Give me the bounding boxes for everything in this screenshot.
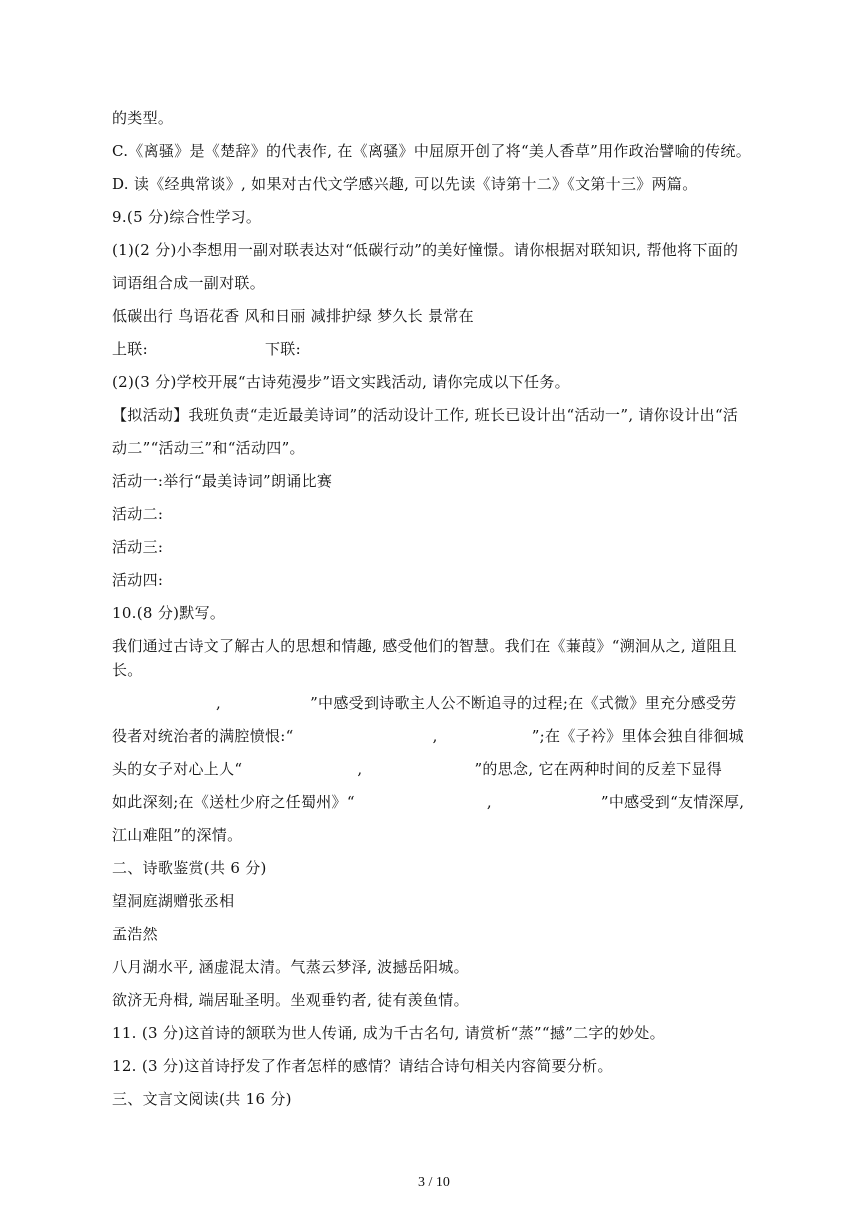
question-10-text: 我们通过古诗文了解古人的思想和情趣, 感受他们的智慧。我们在《蒹葭》“溯洄从之, 道阻且 [112, 637, 737, 655]
question-9-2: (2)(3 分)学校开展“古诗苑漫步”语文实践活动, 请你完成以下任务。 [112, 373, 570, 391]
fill-blank-line: 如此深刻;在《送杜少府之任蜀州》“ , ”中感受到“友情深厚, [112, 793, 745, 811]
text-line: 动二”“活动三”和“活动四”。 [112, 439, 305, 457]
option-c: C.《离骚》是《楚辞》的代表作, 在《离骚》中屈原开创了将“美人香草”用作政治譬喻的传统。 [112, 142, 752, 160]
upper-couplet-label: 上联: [112, 340, 148, 358]
page-number: 3 / 10 [418, 1175, 450, 1190]
option-d: D. 读《经典常谈》, 如果对古代文学感兴趣, 可以先读《诗第十二》《文第十三》两篇。 [112, 175, 698, 193]
activity-instructions: 【拟活动】我班负责“走近最美诗词”的活动设计工作, 班长已设计出“活动一”, 请你设计出“活 [112, 406, 739, 424]
fill-blank-line: , ”中感受到诗歌主人公不断追寻的过程;在《式微》里充分感受劳 [216, 694, 737, 712]
activity-four: 活动四: [112, 571, 164, 589]
activity-three: 活动三: [112, 538, 164, 556]
section-2-heading: 二、诗歌鉴赏(共 6 分) [112, 859, 267, 877]
activity-one: 活动一:举行“最美诗词”朗诵比赛 [112, 472, 333, 490]
text-line: 江山难阻”的深情。 [112, 826, 243, 844]
lower-couplet-label: 下联: [264, 340, 301, 358]
question-12: 12. (3 分)这首诗抒发了作者怎样的感情？请结合诗句相关内容简要分析。 [112, 1057, 613, 1075]
couplet-word-list: 低碳出行 鸟语花香 风和日丽 减排护绿 梦久长 景常在 [112, 307, 474, 325]
section-3-heading: 三、文言文阅读(共 16 分) [112, 1090, 292, 1108]
activity-two: 活动二: [112, 505, 164, 523]
text-line: 长。 [112, 661, 143, 679]
poem-title: 望洞庭湖赠张丞相 [112, 892, 235, 910]
question-11: 11. (3 分)这首诗的颔联为世人传诵, 成为千古名句, 请赏析“蒸”“撼”二字的妙处。 [112, 1024, 665, 1042]
question-9-heading: 9.(5 分)综合性学习。 [112, 208, 262, 226]
fill-blank-line: 役者对统治者的满腔愤恨:“ , ”;在《子衿》里体会独自徘徊城 [112, 727, 744, 745]
question-9-1: (1)(2 分)小李想用一副对联表达对“低碳行动”的美好憧憬。请你根据对联知识, 帮他将下面的 [112, 241, 739, 259]
fill-blank-line: 头的女子对心上人“ , ”的思念, 它在两种时间的反差下显得 [112, 760, 723, 778]
poem-line: 八月湖水平, 涵虚混太清。气蒸云梦泽, 波撼岳阳城。 [112, 958, 469, 976]
text-line: 的类型。 [112, 109, 174, 127]
question-10-heading: 10.(8 分)默写。 [112, 604, 226, 622]
couplet-answer-line [112, 339, 768, 359]
text-line: 词语组合成一副对联。 [112, 274, 266, 292]
poem-line: 欲济无舟楫, 端居耻圣明。坐观垂钓者, 徒有羡鱼情。 [112, 991, 469, 1009]
poem-author: 孟浩然 [112, 925, 158, 943]
